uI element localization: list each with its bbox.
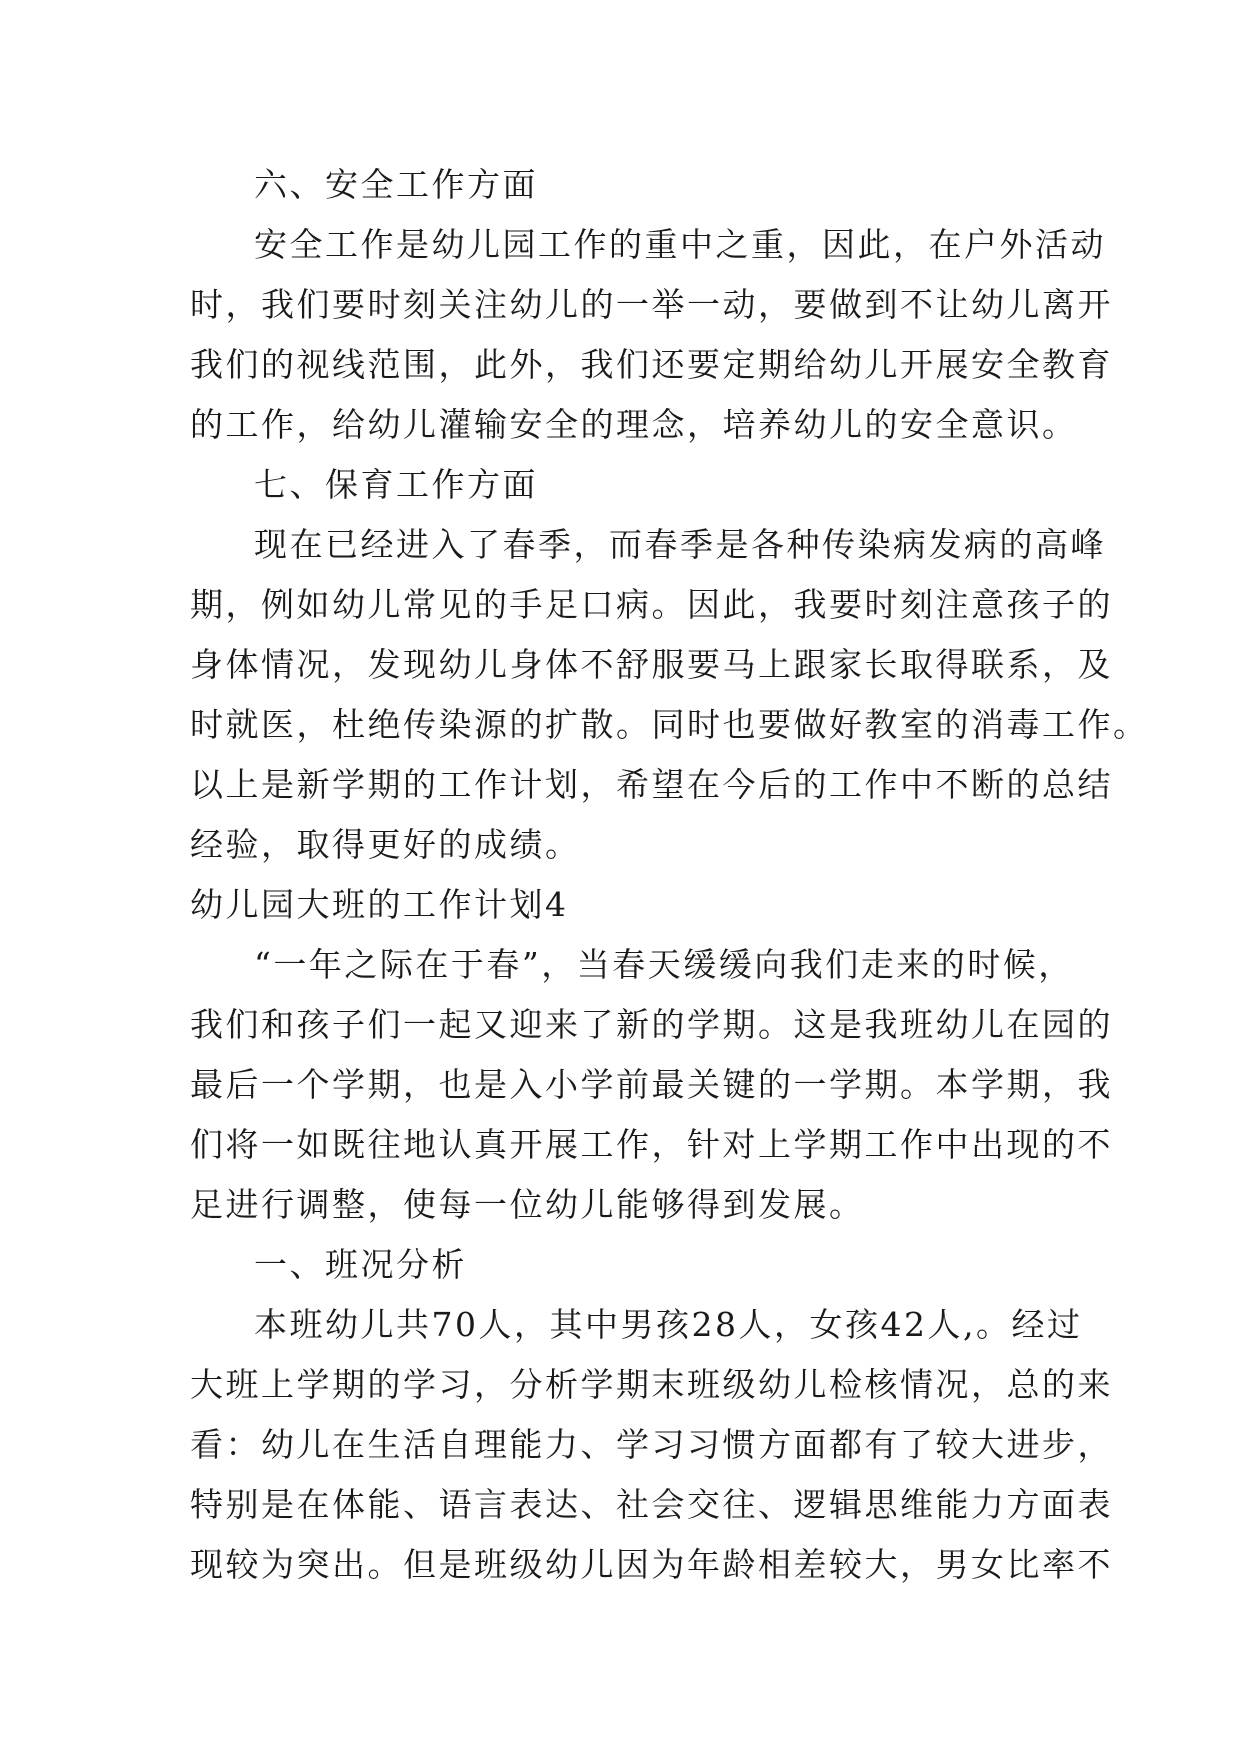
paragraph-line: 现在已经进入了春季，而春季是各种传染病发病的高峰	[254, 525, 1106, 564]
paragraph-line: 现较为突出。但是班级幼儿因为年龄相差较大，男女比率不	[190, 1545, 1113, 1584]
paragraph-line: 安全工作是幼儿园工作的重中之重，因此，在户外活动	[254, 225, 1106, 264]
paragraph-line: 我们的视线范围，此外，我们还要定期给幼儿开展安全教育	[190, 345, 1113, 384]
section-heading-care: 七、保育工作方面	[254, 465, 538, 504]
paragraph-line: 我们和孩子们一起又迎来了新的学期。这是我班幼儿在园的	[190, 1005, 1113, 1044]
paragraph-line: 最后一个学期，也是入小学前最关键的一学期。本学期，我	[190, 1065, 1113, 1104]
paragraph-line: 时，我们要时刻关注幼儿的一举一动，要做到不让幼儿离开	[190, 285, 1113, 324]
paragraph-line: 以上是新学期的工作计划，希望在今后的工作中不断的总结	[190, 765, 1113, 804]
document-title: 幼儿园大班的工作计划4	[190, 885, 569, 924]
paragraph-line: 大班上学期的学习，分析学期末班级幼儿检核情况，总的来	[190, 1365, 1113, 1404]
paragraph-line: 看：幼儿在生活自理能力、学习习惯方面都有了较大进步，	[190, 1425, 1113, 1464]
paragraph-line: 时就医，杜绝传染源的扩散。同时也要做好教室的消毒工作。	[190, 705, 1149, 744]
paragraph-line: 经验，取得更好的成绩。	[190, 825, 581, 864]
paragraph-line: “一年之际在于春”，当春天缓缓向我们走来的时候，	[254, 945, 1074, 984]
paragraph-line: 本班幼儿共70人，其中男孩28人，女孩42人,。经过	[254, 1305, 1083, 1344]
section-heading-safety: 六、安全工作方面	[254, 165, 538, 204]
paragraph-line: 的工作，给幼儿灌输安全的理念，培养幼儿的安全意识。	[190, 405, 1078, 444]
document-body	[190, 155, 1149, 1595]
section-heading-class-analysis: 一、班况分析	[254, 1245, 467, 1284]
paragraph-line: 足进行调整，使每一位幼儿能够得到发展。	[190, 1185, 865, 1224]
paragraph-line: 们将一如既往地认真开展工作，针对上学期工作中出现的不	[190, 1125, 1113, 1164]
paragraph-line: 特别是在体能、语言表达、社会交往、逻辑思维能力方面表	[190, 1485, 1113, 1524]
paragraph-line: 身体情况，发现幼儿身体不舒服要马上跟家长取得联系，及	[190, 645, 1113, 684]
paragraph-line: 期，例如幼儿常见的手足口病。因此，我要时刻注意孩子的	[190, 585, 1113, 624]
